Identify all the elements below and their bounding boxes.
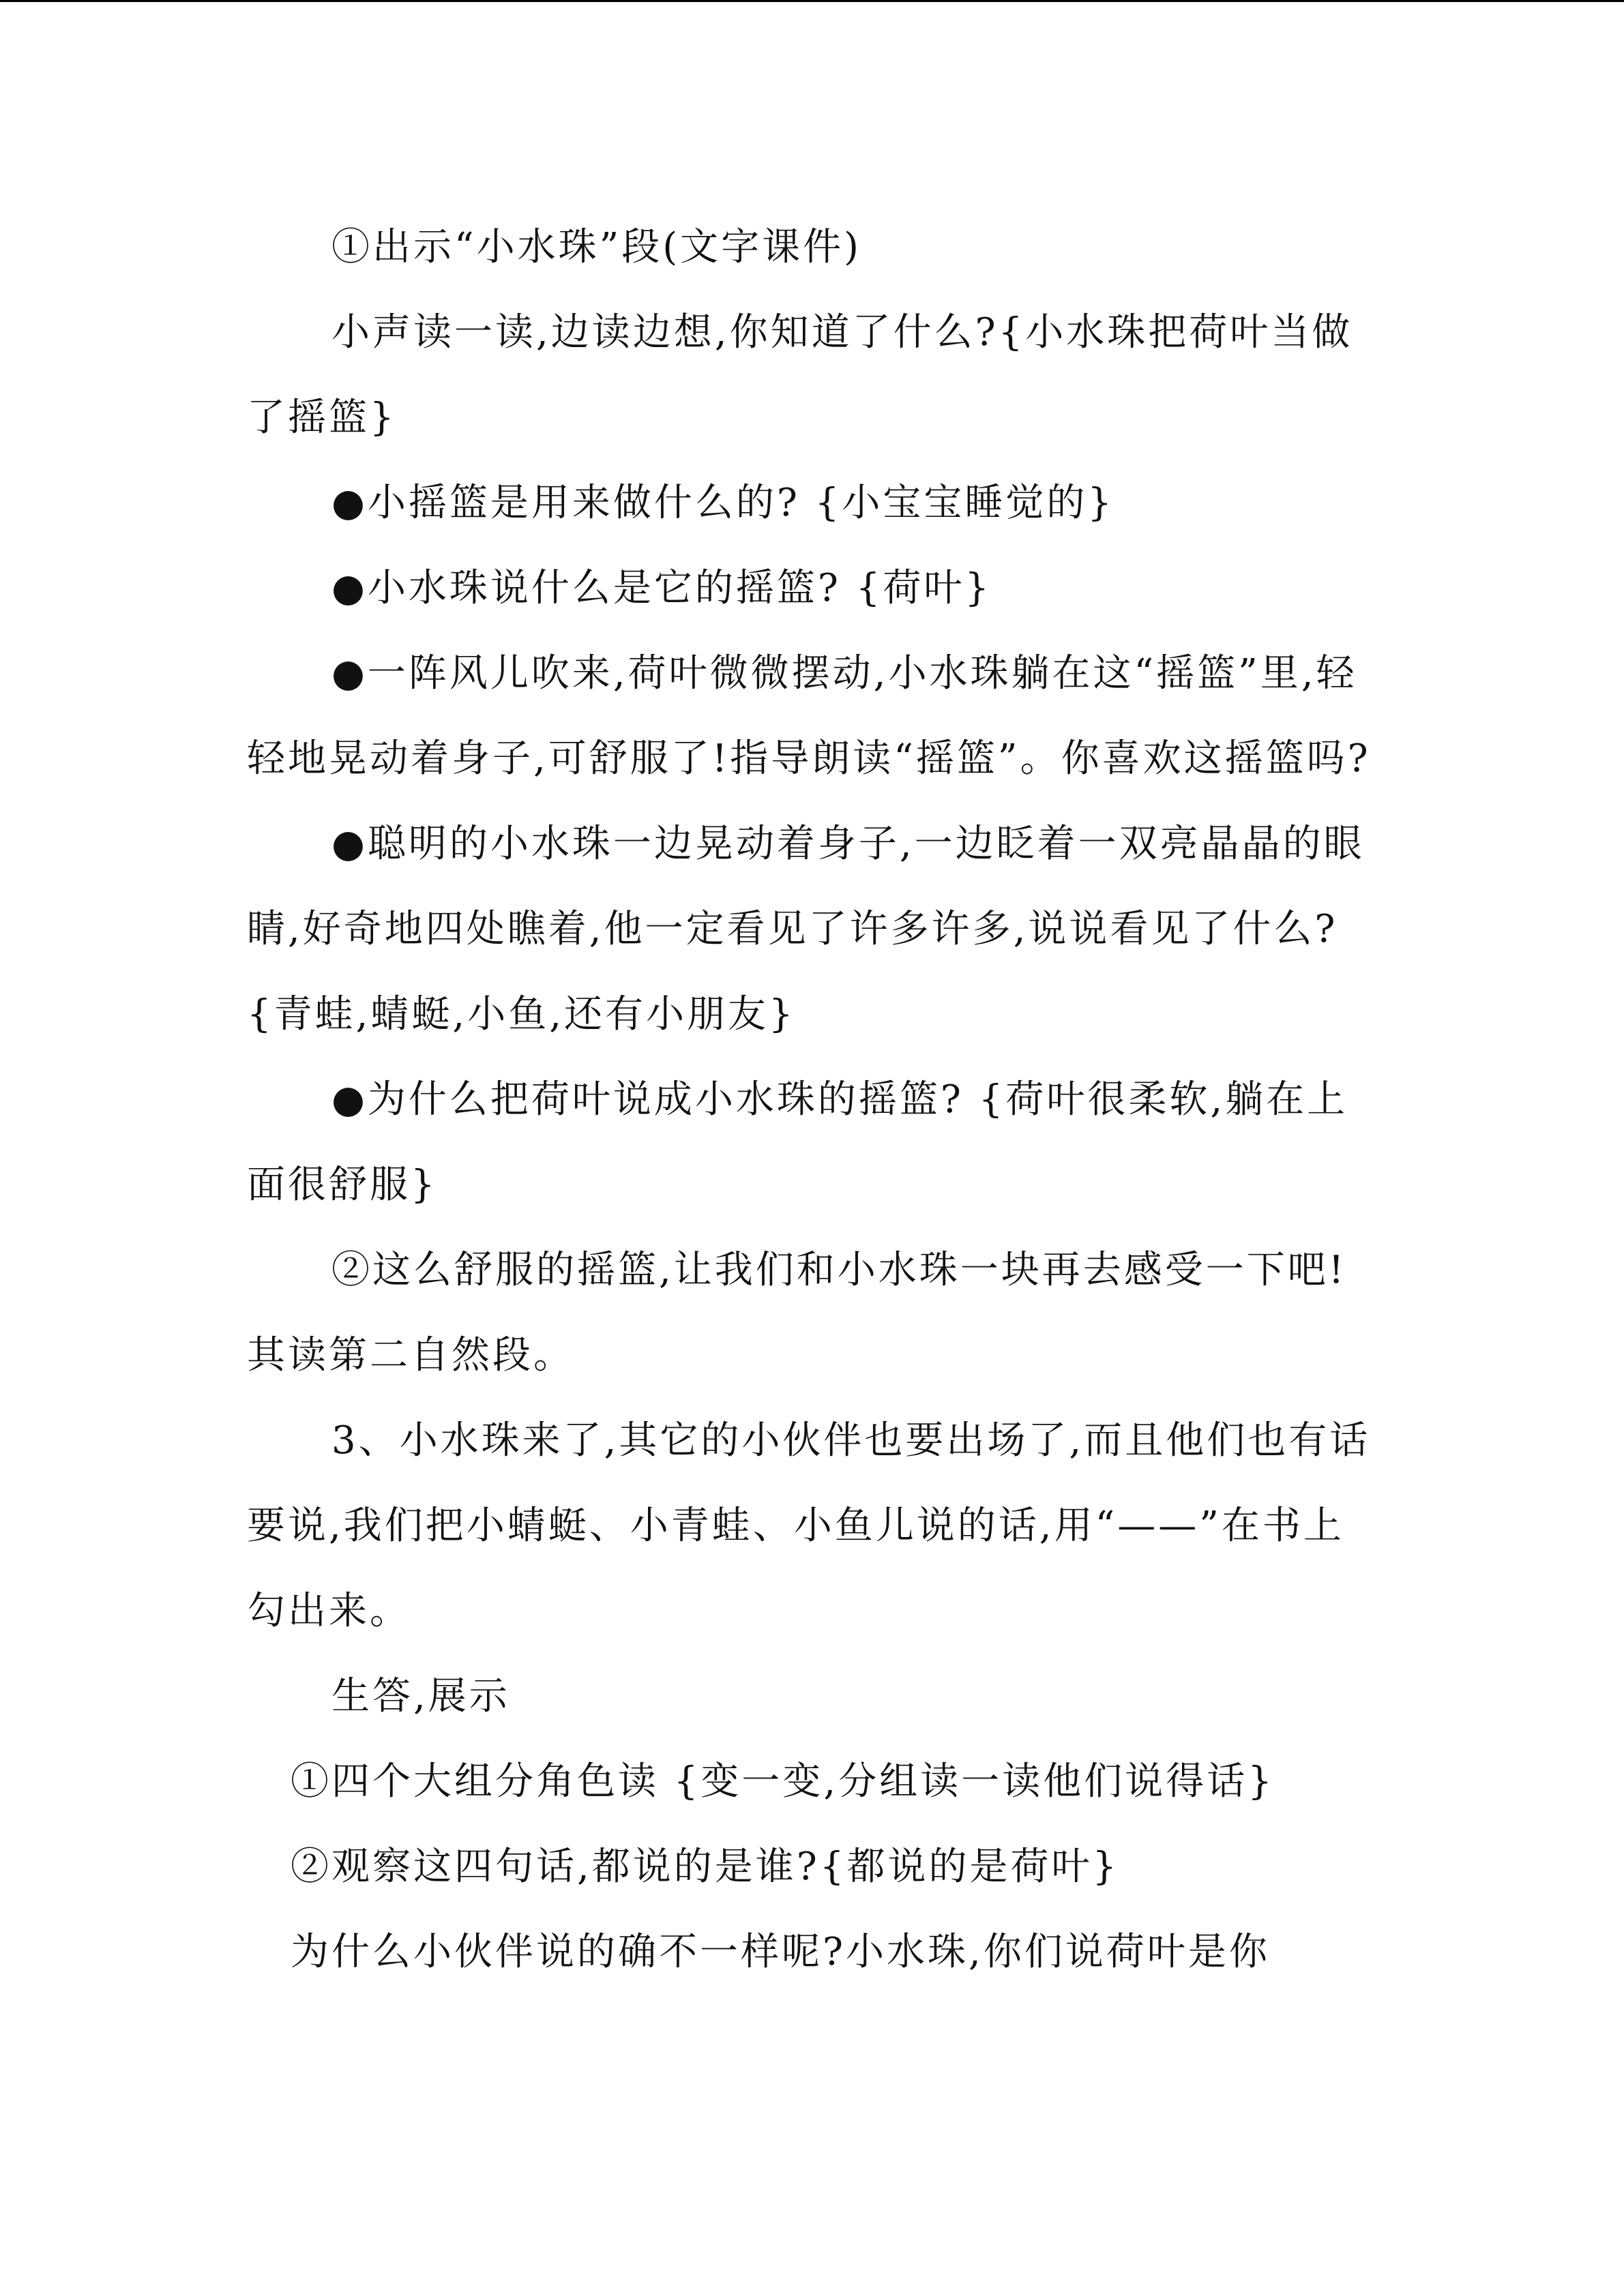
- paragraph-cradle-purpose: ●小摇篮是用来做什么的? {小宝宝睡觉的}: [331, 481, 1114, 525]
- paragraph-clever-water-drop: ●聪明的小水珠一边晃动着身子,一边眨着一双亮晶晶的眼睛,好奇地四处瞧着,他一定看见了许多许多,说说看见了什么?{青蛙,蜻蜓,小鱼,还有小朋友}: [247, 822, 1365, 1037]
- paragraph-wind-blows: ●一阵风儿吹来,荷叶微微摆动,小水珠躺在这“摇篮”里,轻轻地晃动着身子,可舒服了!指导朗读“摇篮”。你喜欢这摇篮吗?: [247, 651, 1371, 781]
- paragraph-read-aloud-question: 小声读一读,边读边想,你知道了什么?{小水珠把荷叶当做了摇篮}: [247, 310, 1353, 440]
- document-body: [247, 205, 1379, 1995]
- paragraph-observe-sentences: ②观察这四句话,都说的是谁?{都说的是荷叶}: [291, 1845, 1120, 1889]
- paragraph-student-answers: 生答,展示: [331, 1674, 510, 1718]
- paragraph-comfortable-cradle: ②这么舒服的摇篮,让我们和小水珠一块再去感受一下吧!其读第二自然段。: [247, 1248, 1347, 1377]
- paragraph-what-is-cradle: ●小水珠说什么是它的摇篮? {荷叶}: [331, 566, 992, 610]
- paragraph-role-reading: ①四个大组分角色读 {变一变,分组读一读他们说得话}: [291, 1759, 1275, 1804]
- paragraph-show-water-drop-section: ①出示“小水珠”段(文字课件): [331, 225, 861, 269]
- paragraph-other-friends: 3、小水珠来了,其它的小伙伴也要出场了,而且他们也有话要说,我们把小蜻蜓、小青蛙、小鱼儿说的话,用“——”在书上勾出来。: [247, 1418, 1371, 1633]
- paragraph-why-different: 为什么小伙伴说的确不一样呢?小水珠,你们说荷叶是你: [291, 1930, 1270, 1974]
- page-top-border: [0, 0, 1624, 2]
- paragraph-why-lotus-cradle: ●为什么把荷叶说成小水珠的摇篮? {荷叶很柔软,躺在上面很舒服}: [247, 1077, 1348, 1207]
